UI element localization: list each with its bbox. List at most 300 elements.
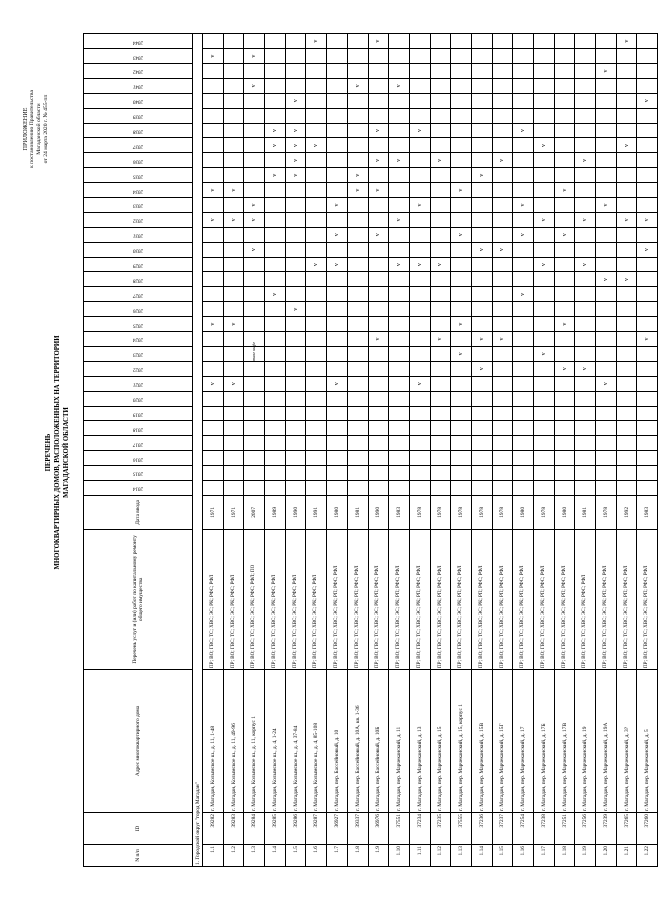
year-cell: [575, 49, 596, 64]
row-number: 1.19: [575, 845, 596, 867]
year-cell: [347, 287, 368, 302]
row-address: г. Магадан, пер. Марчеканский, д. 15, корпус 1: [451, 669, 472, 812]
year-cell: [596, 212, 617, 227]
year-cell: [554, 64, 575, 79]
year-cell: v: [347, 78, 368, 93]
year-cell: v: [223, 376, 244, 391]
year-cell: [285, 242, 306, 257]
year-cell: [409, 64, 430, 79]
year-cell: [616, 183, 637, 198]
year-cell: v: [389, 212, 410, 227]
year-cell: [575, 198, 596, 213]
year-cell: [534, 391, 555, 406]
year-cell: [327, 421, 348, 436]
year-cell: [513, 391, 534, 406]
year-cell: [327, 168, 348, 183]
row-services: ПР; ВО; ГВС; ТС; ХВС; ЭС; РК; РП; РФС; РФЛ: [492, 529, 513, 669]
year-cell: [471, 436, 492, 451]
year-cell: [203, 421, 224, 436]
row-address: г. Магадан, пер. Марчеканский, д. 17: [513, 669, 534, 812]
year-cell: [471, 421, 492, 436]
year-cell: [203, 153, 224, 168]
year-cell: [347, 108, 368, 123]
year-cell: v: [285, 93, 306, 108]
header-year: 2026: [84, 302, 193, 317]
year-cell: v: [327, 227, 348, 242]
row-address: г. Магадан, пер. Марчеканский, д. 17Б: [534, 669, 555, 812]
year-cell: [368, 451, 389, 466]
year-cell: [492, 138, 513, 153]
year-cell: [203, 227, 224, 242]
year-cell: v: [616, 212, 637, 227]
header-year: 2044: [84, 34, 193, 49]
year-cell: [203, 257, 224, 272]
year-cell: [368, 436, 389, 451]
year-cell: [596, 391, 617, 406]
year-cell: [306, 391, 327, 406]
row-address: г. Магадан, Колымское ш., д. 11, корпус 1: [244, 669, 265, 812]
year-cell: [451, 376, 472, 391]
year-cell: [327, 436, 348, 451]
year-cell: [368, 138, 389, 153]
year-cell: [492, 451, 513, 466]
year-cell: [409, 34, 430, 49]
header-year: 2028: [84, 272, 193, 287]
year-cell: [285, 183, 306, 198]
year-cell: [575, 451, 596, 466]
year-cell: v: [285, 123, 306, 138]
year-cell: [596, 153, 617, 168]
year-cell: [368, 93, 389, 108]
year-cell: [306, 436, 327, 451]
year-cell: v: [223, 212, 244, 227]
year-cell: [244, 391, 265, 406]
year-cell: [285, 451, 306, 466]
year-cell: [616, 346, 637, 361]
year-cell: [596, 480, 617, 495]
year-cell: [347, 123, 368, 138]
year-cell: v: [223, 317, 244, 332]
year-cell: [347, 34, 368, 49]
year-cell: [513, 272, 534, 287]
row-services: ПР; ВО; ГВС; ТС; ХВС; ЭС; РК; РП; РФС; РФЛ: [347, 529, 368, 669]
year-cell: [534, 153, 555, 168]
year-cell: [347, 451, 368, 466]
header-year: 2042: [84, 64, 193, 79]
year-cell: [265, 227, 286, 242]
year-cell: v: [203, 317, 224, 332]
header-year: 2018: [84, 421, 193, 436]
year-cell: [306, 78, 327, 93]
year-cell: [596, 108, 617, 123]
year-cell: [430, 287, 451, 302]
year-cell: [244, 34, 265, 49]
year-cell: [223, 153, 244, 168]
row-services: ПР; ВО; ГВС; ТС; ХВС; ЭС; РК; РП; РФС; РФЛ: [451, 529, 472, 669]
year-cell: [513, 153, 534, 168]
year-cell: [492, 436, 513, 451]
header-year: 2029: [84, 257, 193, 272]
table-row: [451, 34, 472, 867]
year-cell: [430, 451, 451, 466]
year-cell: [534, 49, 555, 64]
row-services: ПР; ВО; ГВС; ТС; ХВС; ЭС; РК; РП; РФС; РФЛ: [471, 529, 492, 669]
year-cell: [265, 480, 286, 495]
row-address: г. Магадан, пер. Марчеканский, д. 17В: [554, 669, 575, 812]
row-address: г. Магадан, пер. Марчеканский, д. 15: [430, 669, 451, 812]
row-date: 1978: [471, 495, 492, 529]
row-number: 1.10: [389, 845, 410, 867]
row-address: г. Магадан, пер. Бассейновый, д. 10А, кв. 1-36: [347, 669, 368, 812]
year-cell: [306, 49, 327, 64]
row-services: ПР; ВО; ГВС; ТС; ХВС; ЭС; РК; РП; РФС; РФЛ: [513, 529, 534, 669]
year-cell: [596, 257, 617, 272]
year-cell: [513, 93, 534, 108]
year-cell: [534, 78, 555, 93]
year-cell: [244, 108, 265, 123]
year-cell: [554, 242, 575, 257]
table-row: [409, 34, 430, 867]
year-cell: [368, 272, 389, 287]
year-cell: [244, 376, 265, 391]
year-cell: v: [327, 257, 348, 272]
year-cell: [285, 272, 306, 287]
row-services: ПР; ВО; ГВС; ТС; ХВС; ЭС; РК; РП; РФС; РФЛ: [389, 529, 410, 669]
year-cell: [534, 227, 555, 242]
year-cell: [223, 242, 244, 257]
year-cell: [616, 421, 637, 436]
year-cell: [327, 346, 348, 361]
year-cell: [223, 346, 244, 361]
row-services: ПР; ВО; ГВС; ТС; ХВС; ЭС; РК; РФС; РФЛ: [575, 529, 596, 669]
year-cell: [430, 108, 451, 123]
row-number: 1.14: [471, 845, 492, 867]
year-cell: v: [596, 64, 617, 79]
year-cell: [347, 302, 368, 317]
year-cell: [327, 242, 348, 257]
year-cell: [306, 198, 327, 213]
year-cell: [306, 421, 327, 436]
row-address: г. Магадан, пер. Марчеканский, д. 3?: [616, 669, 637, 812]
year-cell: [306, 93, 327, 108]
year-cell: [223, 257, 244, 272]
year-cell: v: [575, 257, 596, 272]
year-cell: [492, 183, 513, 198]
year-cell: [492, 227, 513, 242]
year-cell: [554, 153, 575, 168]
year-cell: [451, 198, 472, 213]
year-cell: [223, 78, 244, 93]
year-cell: [244, 406, 265, 421]
row-address: г. Магадан, Колымское ш., д. 4, 85-108: [306, 669, 327, 812]
year-cell: [430, 436, 451, 451]
year-cell: [637, 451, 658, 466]
row-date: 1981: [575, 495, 596, 529]
table-row: [492, 34, 513, 867]
year-cell: [430, 480, 451, 495]
year-cell: [492, 391, 513, 406]
year-cell: [616, 49, 637, 64]
row-date: 1981: [347, 495, 368, 529]
row-date: 1978: [534, 495, 555, 529]
title-line: МНОГОКВАРТИРНЫХ ДОМОВ, РАСПОЛОЖЕННЫХ НА ТЕРРИТОРИИ: [54, 335, 61, 570]
year-cell: [430, 406, 451, 421]
year-cell: [389, 302, 410, 317]
year-cell: [637, 64, 658, 79]
header-year: 2043: [84, 49, 193, 64]
year-cell: [223, 198, 244, 213]
year-cell: [616, 436, 637, 451]
year-cell: [285, 346, 306, 361]
year-cell: [451, 123, 472, 138]
year-cell: [451, 287, 472, 302]
year-cell: [327, 466, 348, 481]
year-cell: [368, 391, 389, 406]
year-cell: [513, 421, 534, 436]
row-number: 1.1: [203, 845, 224, 867]
year-cell: [492, 123, 513, 138]
year-cell: [637, 153, 658, 168]
table-header-row: [84, 34, 193, 867]
header-year: 2017: [84, 436, 193, 451]
year-cell: [306, 346, 327, 361]
year-cell: [554, 93, 575, 108]
year-cell: [409, 317, 430, 332]
year-cell: [616, 153, 637, 168]
year-cell: [223, 302, 244, 317]
row-id: 37551: [389, 813, 410, 845]
row-address: г. Магадан, пер. Марчеканский, д. 13: [409, 669, 430, 812]
year-cell: [430, 302, 451, 317]
year-cell: [285, 376, 306, 391]
year-cell: [409, 108, 430, 123]
table-row: [534, 34, 555, 867]
year-cell: [409, 361, 430, 376]
row-services: ПР; ВО; ГВС; ТС; ХВС; ЭС; РК; РП; РФС; РФЛ: [327, 529, 348, 669]
year-cell: [306, 480, 327, 495]
year-cell: [534, 242, 555, 257]
year-cell: [596, 302, 617, 317]
year-cell: [492, 466, 513, 481]
year-cell: [327, 272, 348, 287]
year-cell: [554, 332, 575, 347]
year-cell: [203, 34, 224, 49]
year-cell: [306, 108, 327, 123]
year-cell: [203, 198, 224, 213]
year-cell: v: [596, 198, 617, 213]
row-services: ПР; ВО; ГВС; ТС; ХВС; ЭС; РК; РФС; РФЛ: [265, 529, 286, 669]
year-cell: [492, 212, 513, 227]
year-cell: [492, 480, 513, 495]
year-cell: [616, 451, 637, 466]
year-cell: [368, 168, 389, 183]
year-cell: [554, 436, 575, 451]
year-cell: [513, 346, 534, 361]
year-cell: [575, 317, 596, 332]
year-cell: [347, 198, 368, 213]
year-cell: [534, 332, 555, 347]
row-number: 1.20: [596, 845, 617, 867]
year-cell: [596, 436, 617, 451]
row-id: 37555: [451, 813, 472, 845]
year-cell: [223, 138, 244, 153]
row-number: 1.17: [534, 845, 555, 867]
year-cell: [451, 332, 472, 347]
year-cell: [409, 436, 430, 451]
header-year: 2031: [84, 227, 193, 242]
row-services: ПР; ВО; ГВС; ТС; ХВС; ЭС; РК; РФС; РФЛ; ПО: [244, 529, 265, 669]
year-cell: [265, 391, 286, 406]
year-cell: [492, 34, 513, 49]
row-id: 39286: [285, 813, 306, 845]
year-cell: [327, 361, 348, 376]
year-cell: [513, 168, 534, 183]
year-cell: [471, 257, 492, 272]
year-cell: [554, 451, 575, 466]
year-cell: [554, 287, 575, 302]
year-cell: [285, 287, 306, 302]
year-cell: [575, 346, 596, 361]
year-cell: v: [534, 212, 555, 227]
year-cell: [492, 93, 513, 108]
year-cell: [347, 436, 368, 451]
row-id: 36927: [327, 813, 348, 845]
year-cell: [554, 198, 575, 213]
year-cell: [409, 183, 430, 198]
year-cell: [409, 406, 430, 421]
year-cell: [596, 421, 617, 436]
table-row: [596, 34, 617, 867]
row-address: г. Магадан, пер. Бассейновый, д. 10: [327, 669, 348, 812]
year-cell: [513, 480, 534, 495]
year-cell: [285, 436, 306, 451]
year-cell: [596, 138, 617, 153]
row-address: г. Магадан, Колымское ш., д. 11, 49-96: [223, 669, 244, 812]
year-cell: [492, 421, 513, 436]
row-date: 1980: [513, 495, 534, 529]
year-cell: [306, 272, 327, 287]
year-cell: v: [534, 138, 555, 153]
year-cell: [306, 361, 327, 376]
year-cell: [492, 287, 513, 302]
year-cell: [513, 183, 534, 198]
year-cell: v: [451, 227, 472, 242]
row-id: 37238: [534, 813, 555, 845]
year-cell: [554, 480, 575, 495]
year-cell: [471, 302, 492, 317]
year-cell: [203, 361, 224, 376]
year-cell: [327, 34, 348, 49]
year-cell: [430, 138, 451, 153]
year-cell: [616, 302, 637, 317]
header-year: 2041: [84, 78, 193, 93]
year-cell: [306, 212, 327, 227]
year-cell: [244, 317, 265, 332]
year-cell: [492, 406, 513, 421]
year-cell: [554, 346, 575, 361]
row-address: г. Магадан, пер. Бассейновый, д. 10Б: [368, 669, 389, 812]
table-row: [265, 34, 286, 867]
year-cell: [616, 108, 637, 123]
year-cell: [203, 168, 224, 183]
row-date: 1980: [327, 495, 348, 529]
year-cell: [451, 242, 472, 257]
year-cell: [347, 346, 368, 361]
year-cell: [327, 183, 348, 198]
year-cell: [637, 287, 658, 302]
year-cell: v: [368, 34, 389, 49]
year-cell: [203, 480, 224, 495]
year-cell: v: [368, 123, 389, 138]
row-id: 36976: [368, 813, 389, 845]
year-cell: [616, 168, 637, 183]
year-cell: [285, 212, 306, 227]
year-cell: v: [244, 78, 265, 93]
year-cell: [554, 272, 575, 287]
year-cell: [513, 212, 534, 227]
row-date: 1978: [451, 495, 472, 529]
header-year: 2038: [84, 123, 193, 138]
year-cell: [409, 49, 430, 64]
year-cell: [554, 49, 575, 64]
year-cell: [203, 272, 224, 287]
year-cell: [265, 346, 286, 361]
year-cell: [223, 466, 244, 481]
year-cell: [451, 34, 472, 49]
year-cell: [409, 346, 430, 361]
year-cell: [265, 436, 286, 451]
year-cell: [513, 451, 534, 466]
year-cell: [368, 346, 389, 361]
year-cell: [513, 376, 534, 391]
year-cell: [492, 168, 513, 183]
year-cell: [285, 421, 306, 436]
table-row: [203, 34, 224, 867]
year-cell: [368, 49, 389, 64]
row-address: г. Магадан, пер. Марчеканский, д. 5: [637, 669, 658, 812]
year-cell: [430, 227, 451, 242]
year-cell: v: [492, 153, 513, 168]
year-cell: [265, 34, 286, 49]
year-cell: [244, 480, 265, 495]
year-cell: [223, 93, 244, 108]
year-cell: [616, 227, 637, 242]
year-cell: [389, 198, 410, 213]
year-cell: v: [596, 272, 617, 287]
year-cell: [203, 391, 224, 406]
year-cell: [203, 287, 224, 302]
year-cell: [616, 376, 637, 391]
year-cell: [306, 302, 327, 317]
year-cell: [554, 257, 575, 272]
table-row: [575, 34, 596, 867]
header-year: 2025: [84, 317, 193, 332]
year-cell: [575, 78, 596, 93]
year-cell: [306, 242, 327, 257]
year-cell: v: [513, 123, 534, 138]
row-address: г. Магадан, пер. Марчеканский, д. 19: [575, 669, 596, 812]
header-year: 2030: [84, 242, 193, 257]
year-cell: [327, 93, 348, 108]
year-cell: [244, 272, 265, 287]
header-year: 2039: [84, 108, 193, 123]
year-cell: [306, 64, 327, 79]
row-date: 1990: [368, 495, 389, 529]
row-date: 1978: [409, 495, 430, 529]
header-year: 2016: [84, 451, 193, 466]
row-id: 37256: [575, 813, 596, 845]
year-cell: [471, 480, 492, 495]
